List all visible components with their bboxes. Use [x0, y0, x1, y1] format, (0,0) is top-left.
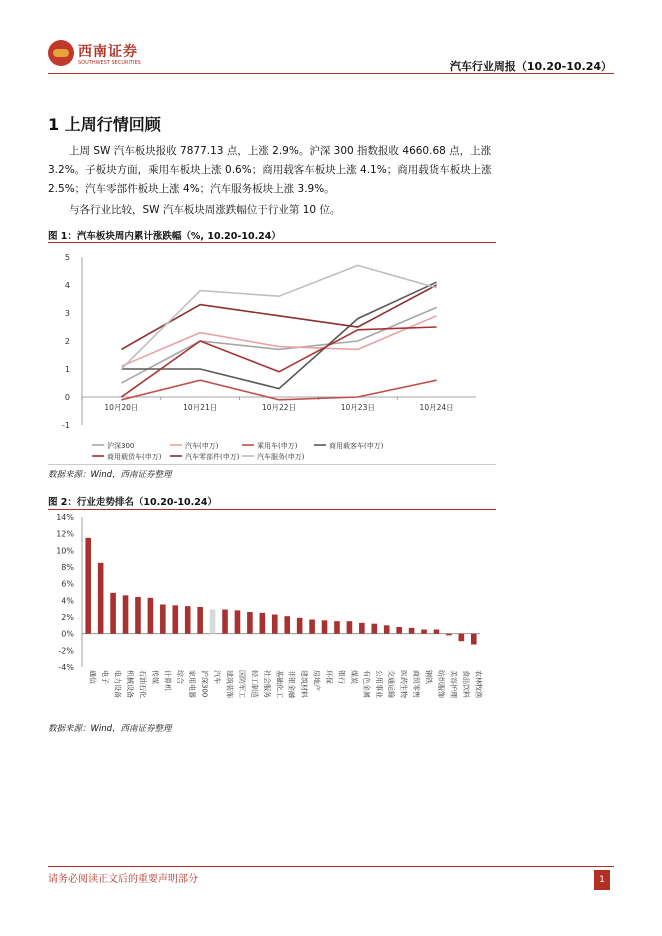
x-tick-label: 医药生物	[399, 670, 408, 698]
x-tick-label: 综合	[175, 670, 184, 684]
x-tick-label: 银行	[337, 670, 346, 684]
bar-电子	[98, 563, 104, 634]
bar-食品饮料	[459, 634, 465, 641]
bar-电力设备	[110, 593, 116, 634]
x-tick-label: 电子	[101, 670, 110, 684]
legend-label: 商用载货车(申万)	[107, 453, 162, 461]
y-tick-label: 3	[64, 309, 70, 318]
x-tick-label: 基础化工	[275, 670, 284, 698]
bar-煤炭	[347, 621, 353, 634]
y-tick-label: 10%	[56, 546, 74, 556]
bar-环保	[322, 620, 328, 633]
figure1-source: 数据来源：Wind，西南证券整理	[48, 470, 172, 480]
x-tick-label: 建筑材料	[300, 670, 309, 698]
figure1-bottom-divider	[48, 464, 496, 465]
legend-label: 乘用车(申万)	[257, 442, 298, 450]
x-tick-label: 美容护理	[449, 670, 458, 698]
x-tick-label: 机械设备	[126, 670, 135, 698]
bar-纺织服饰	[434, 630, 440, 634]
x-tick-label: 家用电器	[188, 670, 197, 698]
x-tick-label: 商贸零售	[412, 670, 421, 698]
x-tick-label: 环保	[325, 670, 334, 684]
bar-汽车	[210, 610, 216, 634]
bar-银行	[334, 621, 340, 634]
bar-有色金属	[359, 623, 365, 634]
paragraph-market-summary: 上周 SW 汽车板块报收 7877.13 点，上涨 2.9%。沪深 300 指数报收 4660.68 点，上涨 3.2%。子板块方面，乘用车板块上涨 0.6%；商用载客车板块上涨 4.1%；商用载货车板块上涨 2.5%；汽车零部件板块上涨 4%；汽车服务板块上涨 3.9%。	[48, 145, 492, 195]
bar-沪深300	[197, 607, 203, 634]
paragraph-industry-rank: 与各行业比较，SW 汽车板块周涨跌幅位于行业第 10 位。	[69, 204, 341, 216]
y-tick-label: 4%	[61, 596, 74, 606]
bar-传媒	[148, 598, 154, 634]
figure1-title: 图 1：汽车板块周内累计涨跌幅（%, 10.20-10.24）	[48, 231, 281, 242]
bar-商贸零售	[409, 628, 415, 634]
x-tick-label: 房地产	[312, 670, 321, 691]
x-tick-label: 通信	[88, 670, 97, 684]
x-tick-label: 电力设备	[113, 670, 122, 698]
legend-label: 汽车服务(申万)	[257, 453, 305, 461]
x-tick-label: 非银金融	[287, 670, 296, 698]
x-tick-label: 公用事业	[374, 670, 383, 698]
x-tick-label: 纺织服饰	[436, 670, 445, 698]
bar-通信	[85, 538, 91, 634]
y-tick-label: 2%	[61, 613, 74, 622]
bar-非银金融	[284, 616, 290, 634]
bar-社会服务	[260, 613, 266, 634]
y-tick-label: 4	[64, 281, 70, 290]
x-tick-label: 社会服务	[262, 670, 271, 698]
x-tick-label: 10月22日	[261, 403, 297, 412]
x-tick-label: 建筑装饰	[225, 670, 234, 698]
y-tick-label: 2	[64, 337, 70, 346]
x-tick-label: 传媒	[150, 670, 159, 684]
bar-建筑材料	[297, 618, 303, 634]
bar-国防军工	[235, 610, 241, 633]
bar-基础化工	[272, 615, 278, 634]
figure2-source: 数据来源：Wind，西南证券整理	[48, 724, 172, 734]
x-tick-label: 计算机	[163, 670, 172, 691]
x-tick-label: 国防军工	[237, 670, 246, 698]
legend-label: 商用载客车(申万)	[329, 442, 384, 450]
bar-医药生物	[396, 627, 402, 634]
bar-综合	[172, 605, 178, 633]
y-tick-label: 8%	[61, 563, 74, 572]
header-divider	[48, 73, 614, 74]
series-line-汽车零部件(申万)	[121, 285, 436, 349]
y-tick-label: 12%	[56, 529, 74, 539]
bar-钢铁	[421, 630, 427, 634]
x-tick-label: 沪深300	[200, 670, 209, 698]
y-tick-label: 6%	[61, 579, 74, 589]
x-tick-label: 10月24日	[419, 403, 454, 412]
x-tick-label: 食品饮料	[461, 670, 470, 698]
y-tick-label: 1	[64, 365, 70, 374]
page-number: 1	[594, 870, 610, 890]
bar-轻工制造	[247, 612, 253, 634]
y-tick-label: -2%	[58, 646, 74, 656]
bar-机械设备	[123, 595, 129, 633]
logo-icon	[48, 40, 74, 66]
x-tick-label: 钢铁	[424, 670, 433, 684]
bar-公用事业	[371, 624, 377, 634]
bar-建筑装饰	[222, 610, 228, 634]
x-tick-label: 10月21日	[183, 403, 218, 412]
y-tick-label: 0	[64, 393, 70, 402]
report-title: 汽车行业周报（10.20-10.24）	[449, 60, 612, 73]
bar-石油石化	[135, 597, 141, 634]
bar-农林牧渔	[471, 634, 477, 645]
logo-text-cn: 西南证券	[78, 44, 138, 60]
bar-房地产	[309, 620, 315, 634]
y-tick-label: 5	[64, 253, 70, 262]
bar-计算机	[160, 605, 166, 634]
x-tick-label: 10月20日	[104, 403, 139, 412]
x-tick-label: 汽车	[213, 670, 222, 684]
x-tick-label: 石油石化	[138, 670, 147, 698]
legend-label: 汽车零部件(申万)	[185, 453, 240, 461]
legend-label: 沪深300	[107, 442, 135, 450]
bar-交通运输	[384, 625, 390, 633]
logo-text-en: SOUTHWEST SECURITIES	[78, 60, 141, 66]
x-tick-label: 煤炭	[349, 670, 358, 684]
y-tick-label: 0%	[61, 629, 74, 639]
figure2-title: 图 2：行业走势排名（10.20-10.24）	[48, 497, 217, 508]
y-tick-label: -1	[62, 421, 70, 430]
series-line-商用载货车(申万)	[121, 327, 436, 397]
section-heading: 1 上周行情回顾	[48, 115, 161, 134]
y-tick-label: 14%	[56, 513, 74, 522]
bar-chart	[48, 510, 496, 718]
x-tick-label: 有色金属	[362, 670, 371, 698]
x-tick-label: 轻工制造	[250, 670, 259, 698]
footer-disclaimer: 请务必阅读正文后的重要声明部分	[48, 874, 198, 885]
line-chart	[48, 243, 496, 465]
footer-divider	[48, 866, 614, 867]
x-tick-label: 农林牧渔	[474, 670, 483, 698]
x-tick-label: 10月23日	[340, 403, 375, 412]
company-logo	[48, 38, 148, 72]
x-tick-label: 交通运输	[387, 670, 396, 698]
bar-美容护理	[446, 634, 452, 636]
legend-label: 汽车(申万)	[185, 442, 219, 450]
y-tick-label: -4%	[58, 663, 74, 672]
bar-家用电器	[185, 606, 191, 634]
series-line-汽车服务(申万)	[121, 265, 436, 369]
